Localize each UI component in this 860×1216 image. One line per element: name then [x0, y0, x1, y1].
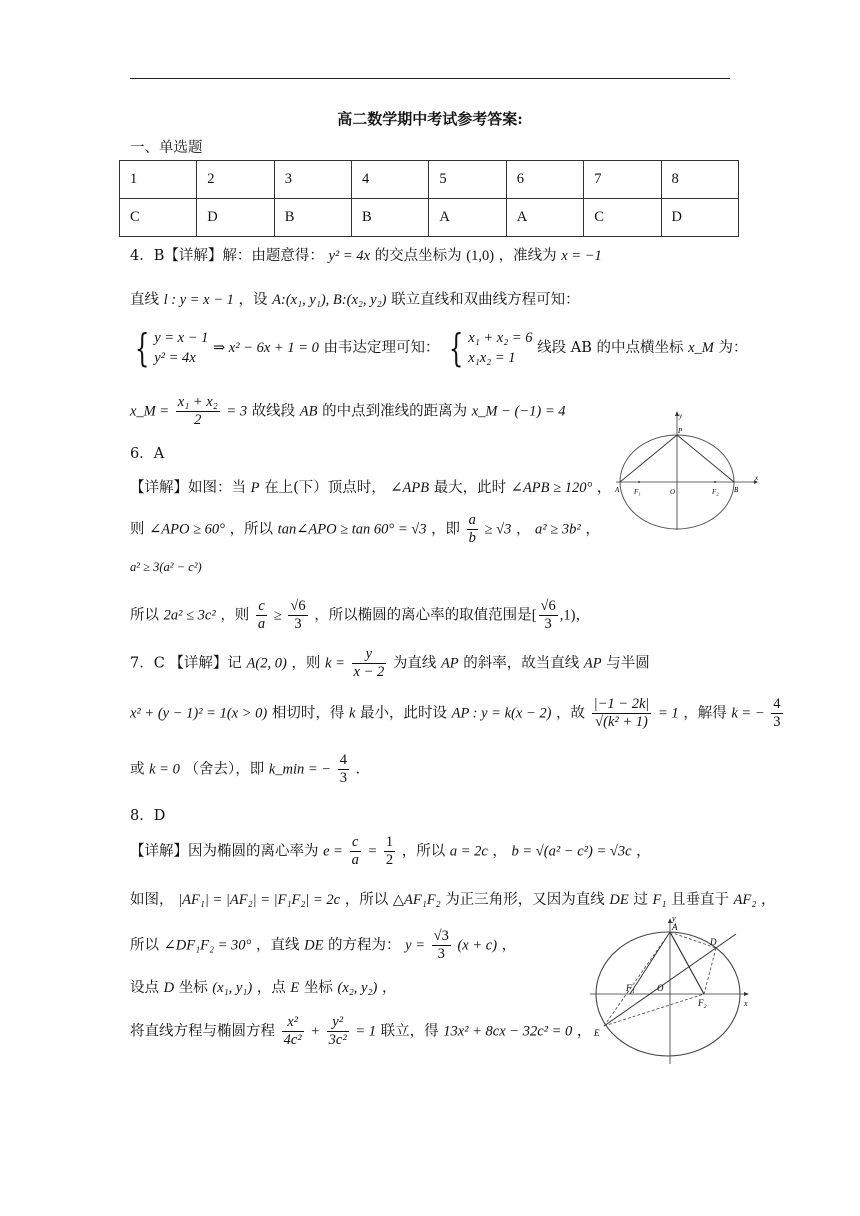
- formula: AP : y = k(x − 2): [451, 705, 552, 722]
- numerator: |−1 − 2k|: [593, 696, 650, 712]
- text: 的斜率，故当直线: [463, 655, 580, 672]
- q6-line-4: [130, 598, 590, 633]
- fig-label-E: E: [594, 1028, 600, 1038]
- formula: x² + (y − 1)² = 1(x > 0): [130, 705, 268, 722]
- q8-line-3: [130, 928, 516, 963]
- denominator: 3: [294, 616, 302, 632]
- formula: ∠DF₁F₂ = 30°: [163, 937, 252, 954]
- fig-label-O: O: [657, 983, 664, 993]
- formula: y² = 4x: [154, 350, 196, 366]
- equation-system: [468, 328, 532, 368]
- formula: a² ≥ 3b²: [535, 521, 581, 538]
- denominator: 3: [339, 770, 347, 786]
- text: ，: [575, 607, 590, 624]
- text: 直线: [130, 292, 159, 308]
- formula: DE: [609, 892, 629, 908]
- section-heading: 一、单选题: [130, 140, 203, 156]
- fraction: [467, 512, 478, 547]
- formula: k: [348, 705, 356, 722]
- formula: AP: [583, 655, 602, 672]
- fig-label-P: P: [678, 427, 683, 435]
- q4-line-2: [130, 288, 580, 309]
- text: 坐标: [178, 980, 208, 996]
- x-axis-arrow: [744, 992, 749, 996]
- text: ，所以: [401, 843, 446, 860]
- q4-line-4: [130, 394, 566, 429]
- denominator: b: [468, 530, 476, 546]
- text: ，: [515, 521, 531, 538]
- table-cell: 3: [274, 161, 351, 199]
- q4-label: 4．B【详解】解：由题意得：: [130, 248, 324, 264]
- bracket: [: [531, 607, 537, 624]
- numerator: y²: [327, 1014, 349, 1032]
- formula: ≥ √3: [484, 521, 512, 538]
- text: 则: [130, 521, 145, 538]
- formula: =: [367, 843, 378, 860]
- formula: AP: [440, 655, 459, 672]
- text: ，即: [431, 521, 461, 538]
- table-cell: 6: [506, 161, 583, 199]
- text: ，准线为: [498, 248, 557, 264]
- text: ，: [596, 480, 612, 496]
- table-cell: 7: [584, 161, 661, 199]
- text: ，: [501, 937, 517, 954]
- formula: (x + c): [457, 937, 498, 954]
- text: ，直线: [255, 937, 300, 954]
- fig-label-x: x: [755, 474, 759, 482]
- fig-label-A: A: [615, 486, 620, 494]
- fraction: [592, 696, 652, 731]
- numerator: 4: [339, 752, 347, 768]
- text: ，则: [220, 607, 250, 624]
- numerator: √6: [290, 598, 306, 614]
- table-cell: C: [120, 199, 197, 237]
- table-cell: 8: [661, 161, 739, 199]
- text: ，则: [291, 655, 321, 672]
- text: ，: [576, 1023, 592, 1040]
- numerator: x²: [282, 1014, 304, 1032]
- table-cell: A: [429, 199, 506, 237]
- q6-label: 6．A: [130, 446, 165, 462]
- denominator: 3: [544, 616, 552, 632]
- text: 设点: [130, 980, 159, 996]
- denominator: 2: [194, 412, 202, 428]
- text: 【详解】因为椭圆的离心率为: [130, 843, 319, 860]
- text: 【详解】如图：当: [130, 480, 246, 496]
- q7-line-1: [130, 646, 650, 681]
- formula: a = 2c: [449, 843, 488, 860]
- q6-line-1: [130, 476, 611, 497]
- segment-EF2: [604, 994, 704, 1026]
- formula: ⇒ x² − 6x + 1 = 0: [213, 340, 319, 356]
- denominator: 2: [385, 852, 394, 868]
- text: ，设: [238, 292, 268, 308]
- fig-label-O: O: [670, 488, 676, 496]
- text: 将直线方程与椭圆方程: [130, 1023, 275, 1040]
- text: 所以: [130, 937, 159, 954]
- fraction: [350, 834, 361, 869]
- formula: k =: [325, 655, 345, 672]
- formula: e =: [323, 843, 343, 860]
- formula: P: [250, 480, 260, 496]
- fig-label-F2: F₂: [712, 488, 719, 496]
- fraction: [432, 928, 451, 963]
- segment-PB: [677, 435, 734, 482]
- answer-table: [119, 160, 739, 237]
- numerator: √3: [433, 928, 449, 944]
- fig-label-F2: F₂: [698, 998, 707, 1008]
- text: 且垂直于: [670, 892, 729, 908]
- formula: 13x² + 8cx − 32c² = 0: [443, 1023, 573, 1040]
- text: ，所以椭圆的离心率的取值范围是: [314, 607, 532, 624]
- fig-label-B: B: [734, 486, 739, 494]
- formula: F₁: [652, 892, 667, 908]
- focus-point: [638, 481, 640, 483]
- text: 在上(下）顶点时，: [264, 480, 386, 496]
- formula: +: [310, 1023, 321, 1040]
- text: 所以: [130, 607, 159, 624]
- denominator: 3: [773, 714, 781, 730]
- numerator: c: [350, 834, 361, 852]
- text: 相切时，得: [271, 705, 345, 722]
- text: ，: [636, 843, 651, 860]
- equation-system: [154, 328, 208, 368]
- fig-label-A: A: [672, 922, 678, 932]
- text: ，解得: [683, 705, 727, 722]
- formula: x₁x₂ = 1: [468, 350, 516, 366]
- segment-AF2-dup: [670, 932, 704, 994]
- text: 过: [633, 892, 648, 908]
- fraction: [352, 646, 387, 681]
- formula: x_M =: [130, 403, 170, 420]
- q6-ellipse-figure: [612, 406, 762, 534]
- q8-line-4: [130, 976, 396, 997]
- text: 最小，此时设: [359, 705, 447, 722]
- table-cell: 5: [429, 161, 506, 199]
- text: 联立直线和双曲线方程可知：: [391, 292, 580, 308]
- text: 最大，此时: [433, 480, 507, 496]
- text: ，: [381, 980, 397, 996]
- table-cell: 1: [120, 161, 197, 199]
- text: 与半圆: [606, 655, 650, 672]
- denominator: √(k² + 1): [595, 714, 648, 730]
- numerator: x₁ + x₂: [177, 394, 218, 410]
- numerator: y: [352, 646, 387, 664]
- formula: (x₂, y₂): [337, 980, 378, 996]
- fig-label-y: y: [672, 914, 676, 923]
- formula: △AF₁F₂: [392, 892, 441, 908]
- formula: y =: [405, 937, 426, 954]
- formula: ∠APB: [390, 480, 430, 496]
- table-row-answers: [120, 199, 739, 237]
- fraction: [282, 1014, 304, 1049]
- fraction: [384, 834, 395, 869]
- numerator: 1: [385, 834, 394, 850]
- fraction: [256, 598, 267, 633]
- brace: {: [448, 326, 464, 370]
- text: ，点: [256, 980, 286, 996]
- denominator: a: [351, 852, 359, 868]
- q8-ellipse-figure: [584, 914, 754, 1066]
- table-cell: D: [661, 199, 739, 237]
- q7-line-2: [130, 696, 785, 731]
- q6-line-2: [130, 512, 600, 547]
- formula: AB: [299, 403, 318, 420]
- fraction: [771, 696, 782, 731]
- q8-line-2: [130, 888, 775, 909]
- page-title: 高二数学期中考试参考答案:: [337, 110, 523, 128]
- formula: ∠APO ≥ 60°: [149, 521, 225, 538]
- formula: k = 0: [149, 761, 180, 778]
- table-cell: B: [274, 199, 351, 237]
- formula: y² = 4x: [328, 248, 371, 264]
- segment-PA: [620, 435, 677, 482]
- fig-label-x: x: [744, 999, 748, 1008]
- fraction: [338, 752, 349, 787]
- q8-label: 8．D: [130, 808, 166, 824]
- text: （舍去），即: [184, 761, 265, 778]
- segment-EA: [604, 932, 670, 1026]
- formula: x_M − (−1) = 4: [471, 403, 566, 420]
- q4-line-1: [130, 244, 602, 265]
- text: 为正三角形，又因为直线: [445, 892, 605, 908]
- formula: x_M: [688, 340, 714, 356]
- text: ，所以: [344, 892, 389, 908]
- formula: = 1: [355, 1023, 376, 1040]
- formula: x = −1: [561, 248, 602, 264]
- brace: {: [134, 326, 150, 370]
- numerator: 4: [773, 696, 781, 712]
- text: ，所以: [229, 521, 274, 538]
- text: .: [355, 761, 361, 778]
- text: ，: [585, 521, 600, 538]
- header-rule: [130, 78, 730, 79]
- denominator: 3: [437, 946, 445, 962]
- text: 坐标: [303, 980, 333, 996]
- formula: A(2, 0): [246, 655, 287, 672]
- q8-line-5: [130, 1014, 591, 1049]
- formula: = 1: [657, 705, 679, 722]
- formula: k_min = −: [268, 761, 332, 778]
- formula: y = x − 1: [154, 330, 209, 346]
- text: 的方程为：: [328, 937, 401, 954]
- formula: D: [163, 980, 175, 996]
- table-cell: C: [584, 199, 661, 237]
- formula: k = −: [731, 705, 765, 722]
- focus-point: [714, 481, 716, 483]
- formula: |AF₁| = |AF₂| = |F₁F₂| = 2c: [178, 892, 341, 908]
- text: 由韦达定理可知：: [323, 340, 440, 356]
- formula: = 3: [226, 403, 248, 420]
- text: 为：: [718, 340, 748, 356]
- numerator: a: [468, 512, 476, 528]
- table-cell: 4: [352, 161, 429, 199]
- table-row-numbers: [120, 161, 739, 199]
- formula: l : y = x − 1: [163, 292, 234, 308]
- fraction: [176, 394, 220, 429]
- text: 或: [130, 761, 145, 778]
- text: 的交点坐标为: [374, 248, 462, 264]
- formula: tan∠APO ≥ tan 60° = √3: [277, 521, 427, 538]
- table-cell: B: [352, 199, 429, 237]
- fraction: [327, 1014, 349, 1049]
- fig-label-F1: F₁: [626, 983, 635, 993]
- text: ，: [760, 892, 776, 908]
- formula: ≥: [273, 607, 282, 624]
- denominator: 4c²: [283, 1032, 302, 1048]
- fig-label-F1: F₁: [634, 488, 641, 496]
- denominator: 3c²: [328, 1032, 347, 1048]
- text: ，故: [556, 705, 586, 722]
- numerator: c: [256, 598, 267, 616]
- fraction: [539, 598, 558, 633]
- numerator: √6: [540, 598, 556, 614]
- denominator: a: [257, 616, 266, 632]
- fig-label-y: y: [679, 412, 683, 420]
- text: 联立，得: [380, 1023, 439, 1040]
- formula: A:(x₁, y₁), B:(x₂, y₂): [272, 292, 387, 308]
- table-cell: D: [197, 199, 274, 237]
- formula: AF₂: [733, 892, 757, 908]
- formula: (x₁, y₁): [212, 980, 253, 996]
- q6-line-3: a² ≥ 3(a² − c²): [130, 560, 202, 574]
- q4-line-3: [130, 328, 748, 368]
- formula: ∠APB ≥ 120°: [510, 480, 593, 496]
- fig-label-D: D: [710, 937, 717, 947]
- text: ，: [492, 843, 507, 860]
- formula: (1,0): [466, 248, 495, 264]
- formula: E: [290, 980, 300, 996]
- text: 如图，: [130, 892, 174, 908]
- table-cell: A: [506, 199, 583, 237]
- text: 线段 AB 的中点横坐标: [537, 340, 684, 356]
- denominator: x − 2: [353, 664, 385, 680]
- text: 7．C 【详解】记: [130, 655, 242, 672]
- formula: x₁ + x₂ = 6: [468, 330, 533, 346]
- text: 故线段: [251, 403, 296, 420]
- fraction: [288, 598, 307, 633]
- text: 为直线: [392, 655, 437, 672]
- formula: b = √(a² − c²) = √3c: [511, 843, 632, 860]
- table-cell: 2: [197, 161, 274, 199]
- q7-line-3: [130, 752, 360, 787]
- formula: DE: [304, 937, 324, 954]
- formula: ,1): [559, 607, 576, 624]
- text: 的中点到准线的距离为: [322, 403, 468, 420]
- q8-line-1: [130, 834, 651, 869]
- formula: 2a² ≤ 3c²: [163, 607, 216, 624]
